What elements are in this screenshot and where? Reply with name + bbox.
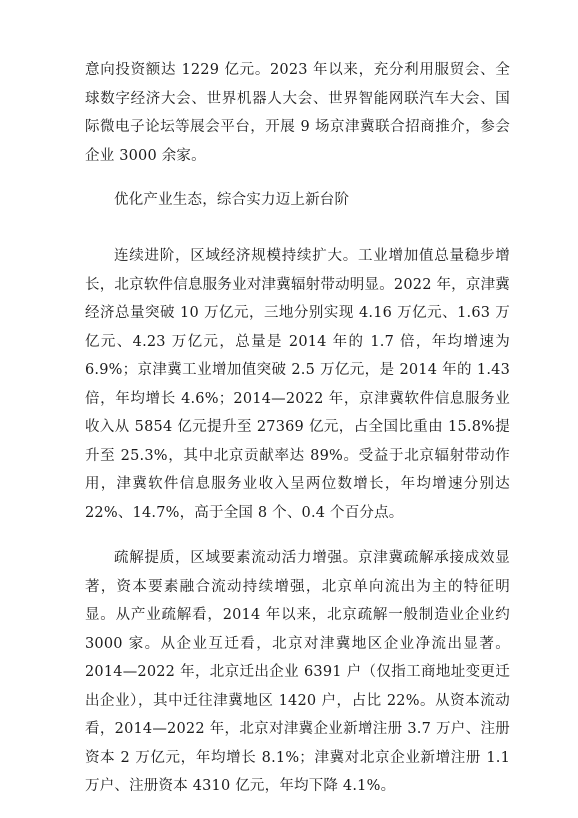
intro-paragraph: 意向投资额达 1229 亿元。2023 年以来，充分利用服贸会、全球数字经济大会、世界机器人大会、世界智能网联汽车大会、国际微电子论坛等展会平台，开展 9 场京津冀联合招商推介，参会企业 3000 余家。 — [85, 62, 510, 164]
economy-paragraph: 连续进阶，区域经济规模持续扩大。工业增加值总量稳步增长，北京软件信息服务业对津冀辐射带动明显。2022 年，京津冀经济总量突破 10 万亿元，三地分别实现 4.16 万亿元、1.63 万亿元、4.23 万亿元，总量是 2014 年的 1.7 倍，年均增速为 6.9%；京津冀工业增加值突破 2.5 万亿元，是 2014 年的 1.43 倍，年均增长 4.6%；2014—2022 年，京津冀软件信息服务业收入从 5854 亿元提升至 27369 亿元，占全国比重由 15.8%提升至 25.3%，其中北京贡献率达 89%。受益于北京辐射带动作用，津冀软件信息服务业收入呈两位数增长，年均增速分别达 22%、14.7%，高于全国 8 个、0.4 个百分点。 — [85, 248, 510, 521]
factor-flow-paragraph: 疏解提质，区域要素流动活力增强。京津冀疏解承接成效显著，资本要素融合流动持续增强，北京单向流出为主的特征明显。从产业疏解看，2014 年以来，北京疏解一般制造业企业约 3000 家。从企业互迁看，北京对津冀地区企业净流出显著。2014—2022 年，北京迁出企业 6391 户（仅指工商地址变更迁出企业），其中迁往津冀地区 1420 户，占比 22%。从资本流动看，2014—2022 年，北京对津冀企业新增注册 3.7 万户、注册资本 2 万亿元，年均增长 8.1%；津冀对北京企业新增注册 1.1 万户、注册资本 4310 亿元，年均下降 4.1%。 — [85, 550, 510, 794]
section-heading: 优化产业生态，综合实力迈上新台阶 — [114, 192, 350, 208]
